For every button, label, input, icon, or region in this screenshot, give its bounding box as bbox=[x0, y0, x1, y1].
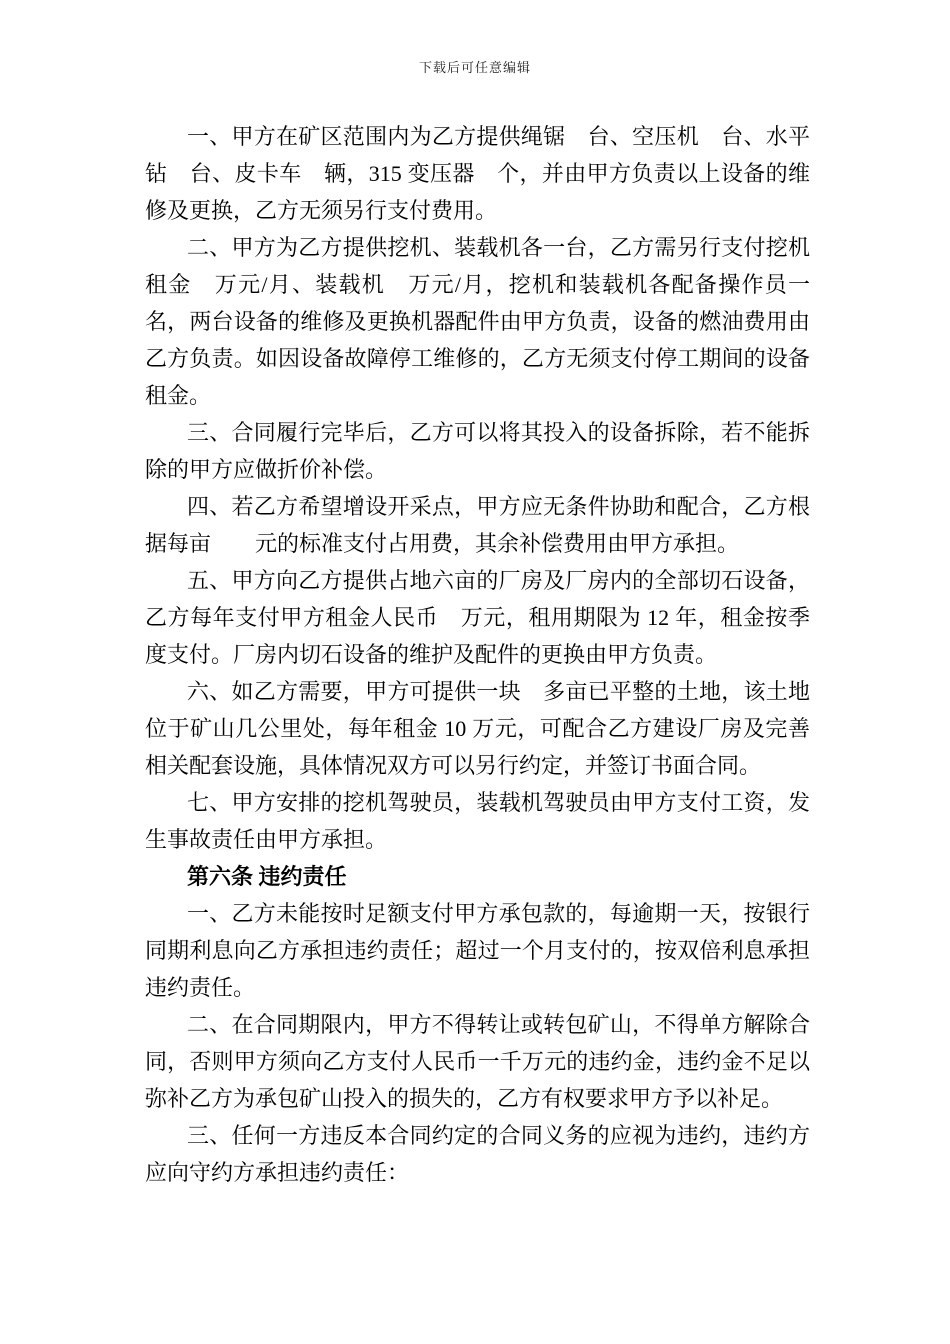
clause-factory-lease: 五、甲方向乙方提供占地六亩的厂房及厂房内的全部切石设备，乙方每年支付甲方租金人民币 万元，租用期限为 12 年，租金按季度支付。厂房内切石设备的维护及配件的更换由甲方负责。 bbox=[145, 568, 810, 667]
breach-clause-late-payment: 一、乙方未能按时足额支付甲方承包款的，每逾期一天，按银行同期利息向乙方承担违约责任；超过一个月支付的，按双倍利息承担违约责任。 bbox=[145, 901, 810, 1000]
section-heading-breach-liability: 第六条 违约责任 bbox=[187, 864, 347, 889]
editable-after-download-note: 下载后可任意编辑 bbox=[418, 60, 531, 75]
clause-additional-mining-points: 四、若乙方希望增设开采点，甲方应无条件协助和配合，乙方根据每亩 元的标准支付占用费，其余补偿费用由甲方承担。 bbox=[145, 494, 810, 556]
clause-excavator-loader-rental: 二、甲方为乙方提供挖机、装载机各一台，乙方需另行支付挖机租金 万元/月、装载机 万元/月，挖机和装载机各配备操作员一名，两台设备的维修及更换机器配件由甲方负责，设备的燃油费用由乙方负责。如因设备故障停工维修的，乙方无须支付停工期间的设备租金。 bbox=[145, 235, 810, 408]
clause-equipment-provision: 一、甲方在矿区范围内为乙方提供绳锯 台、空压机 台、水平钻 台、皮卡车 辆，315 变压器 个，并由甲方负责以上设备的维修及更换，乙方无须另行支付费用。 bbox=[145, 124, 810, 223]
clause-land-provision: 六、如乙方需要，甲方可提供一块 多亩已平整的土地，该土地位于矿山几公里处，每年租金 10 万元，可配合乙方建设厂房及完善相关配套设施，具体情况双方可以另行约定，并签订书面合同。 bbox=[145, 679, 810, 778]
clause-equipment-removal: 三、合同履行完毕后，乙方可以将其投入的设备拆除，若不能拆除的甲方应做折价补偿。 bbox=[145, 420, 810, 482]
contract-body bbox=[145, 118, 810, 1191]
breach-clause-general-liability: 三、任何一方违反本合同约定的合同义务的应视为违约，违约方应向守约方承担违约责任： bbox=[145, 1123, 810, 1185]
clause-driver-wages: 七、甲方安排的挖机驾驶员，装载机驾驶员由甲方支付工资，发生事故责任由甲方承担。 bbox=[145, 790, 810, 852]
breach-clause-no-transfer: 二、在合同期限内，甲方不得转让或转包矿山，不得单方解除合同，否则甲方须向乙方支付人民币一千万元的违约金，违约金不足以弥补乙方为承包矿山投入的损失的，乙方有权要求甲方予以补足。 bbox=[145, 1012, 810, 1111]
